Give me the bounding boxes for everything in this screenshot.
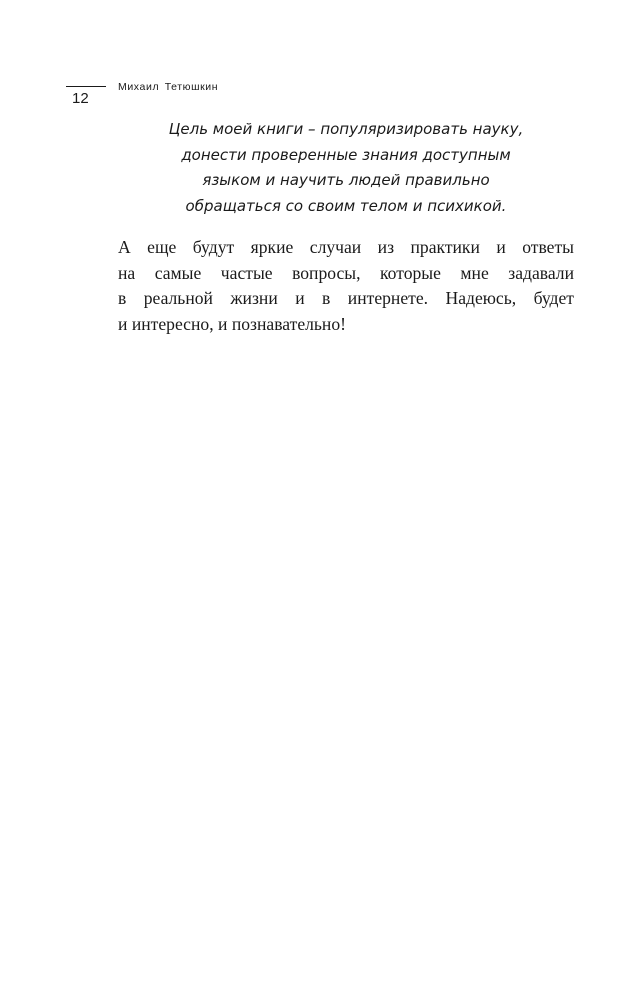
body-line: в реальной жизни и в интернете. Надеюсь, будет <box>118 288 574 308</box>
running-header-author: Михаил Тетюшкин <box>118 81 219 93</box>
pull-quote-line: языком и научить людей правильно <box>202 171 490 189</box>
body-line: А еще будут яркие случаи из практики и ответы <box>118 237 574 257</box>
body-paragraph <box>118 235 574 337</box>
pull-quote-line: обращаться со своим телом и психикой. <box>185 196 507 215</box>
pull-quote-line: донести проверенные знания доступным <box>181 145 511 164</box>
body-line: и интересно, и познавательно! <box>118 313 347 334</box>
pull-quote-line: Цель моей книги – популяризировать науку, <box>168 120 524 138</box>
body-line: на самые частые вопросы, которые мне задавали <box>118 262 574 283</box>
page-number-rule <box>66 86 106 87</box>
pull-quote <box>118 117 574 219</box>
page-number: 12 <box>72 90 89 107</box>
